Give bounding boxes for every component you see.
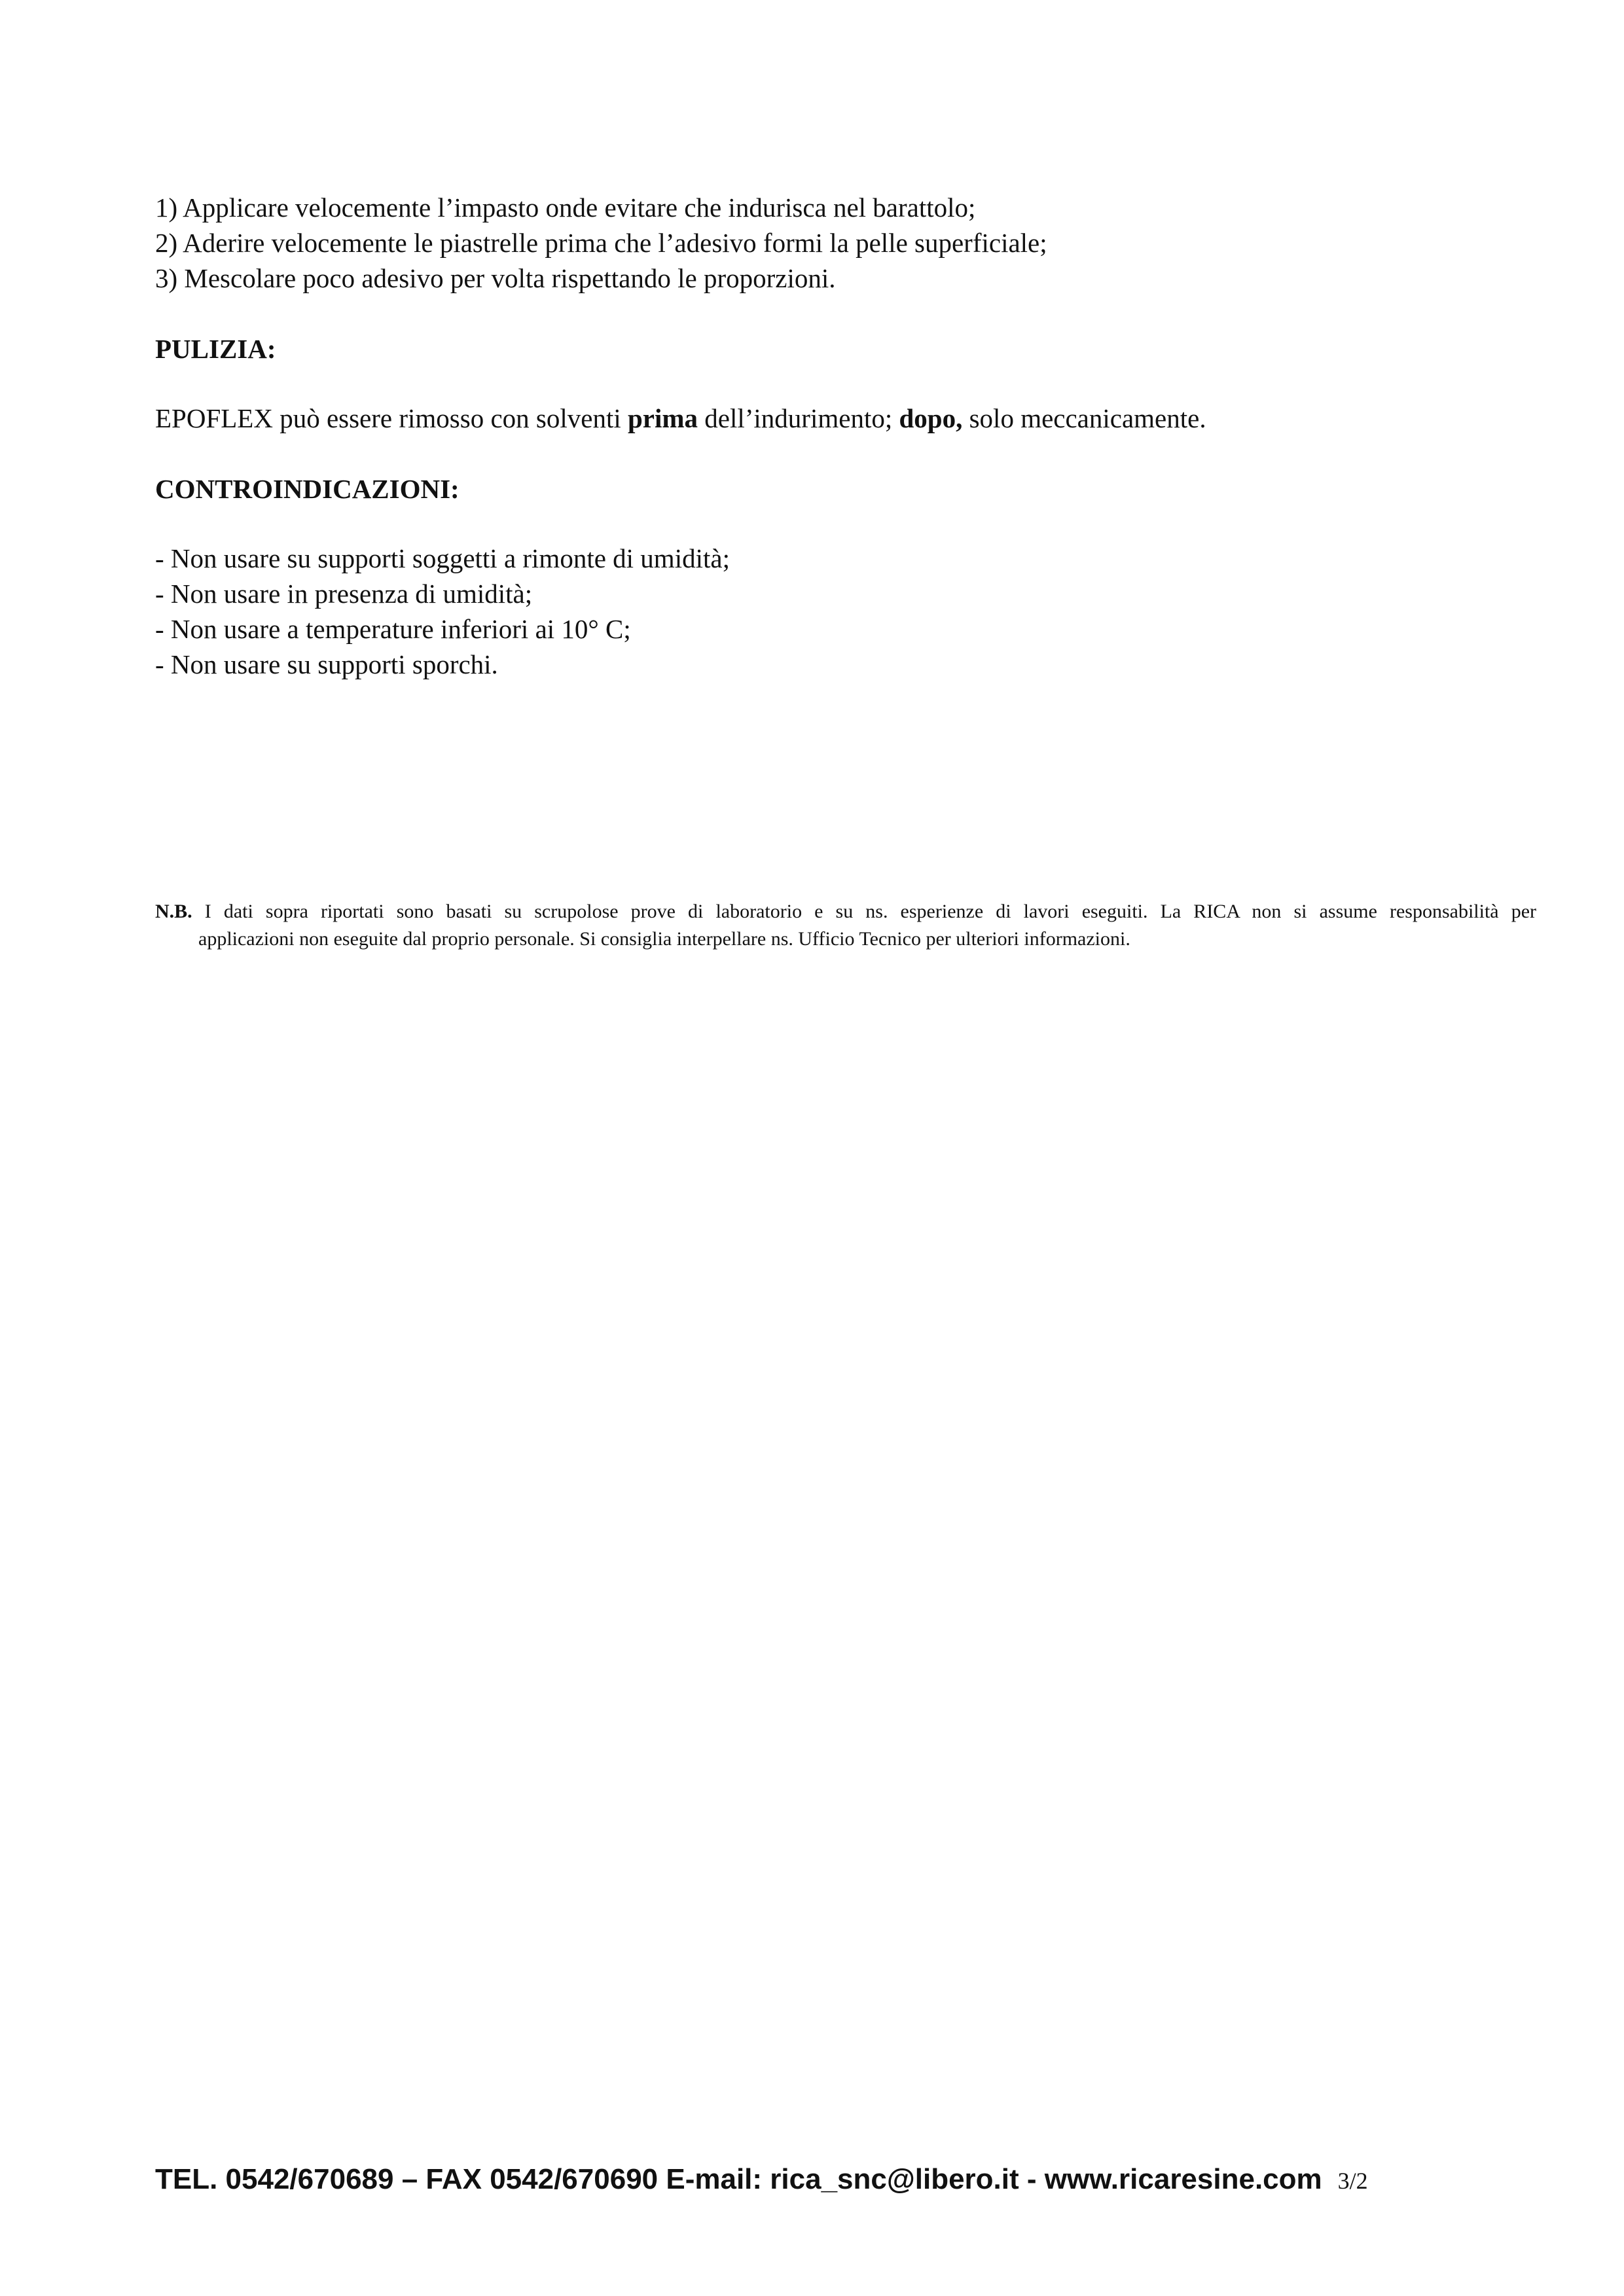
cleaning-bold-dopo: dopo, (899, 403, 963, 433)
document-body (155, 190, 1536, 682)
footer-contact: TEL. 0542/670689 – FAX 0542/670690 E-mail: rica_snc@libero.it - www.ricaresine.com (155, 2163, 1322, 2195)
cleaning-text-before: EPOFLEX può essere rimosso con solventi (155, 403, 628, 433)
cleaning-text-after: solo meccanicamente. (962, 403, 1206, 433)
instruction-item: 2) Aderire velocemente le piastrelle prima che l’adesivo formi la pelle superficiale; (155, 228, 1047, 258)
contraindication-item: - Non usare a temperature inferiori ai 10° C; (155, 614, 631, 644)
instruction-item: 1) Applicare velocemente l’impasto onde evitare che indurisca nel barattolo; (155, 192, 976, 223)
page-footer (155, 2163, 1368, 2196)
disclaimer-line-1 (155, 898, 1536, 925)
page-number: 3/2 (1337, 2168, 1368, 2194)
disclaimer-text-1: I dati sopra riportati sono basati su scrupolose prove di laboratorio e su ns. esperienze di lavori eseguiti. La RICA non si assume responsabilità per (192, 901, 1536, 922)
instruction-item: 3) Mescolare poco adesivo per volta rispettando le proporzioni. (155, 263, 836, 293)
contraindication-item: - Non usare su supporti soggetti a rimonte di umidità; (155, 543, 730, 573)
cleaning-text-middle: dell’indurimento; (698, 403, 899, 433)
disclaimer-label: N.B. (155, 901, 192, 922)
contraindication-item: - Non usare in presenza di umidità; (155, 579, 533, 609)
cleaning-heading: PULIZIA: (155, 334, 276, 364)
contraindications-heading: CONTROINDICAZIONI: (155, 474, 460, 504)
disclaimer-line-2: applicazioni non eseguite dal proprio personale. Si consiglia interpellare ns. Ufficio Tecnico per ulteriori informazioni. (198, 928, 1130, 950)
cleaning-bold-prima: prima (627, 403, 698, 433)
disclaimer-note (155, 898, 1536, 953)
contraindication-item: - Non usare su supporti sporchi. (155, 649, 498, 679)
cleaning-paragraph (155, 401, 1536, 436)
